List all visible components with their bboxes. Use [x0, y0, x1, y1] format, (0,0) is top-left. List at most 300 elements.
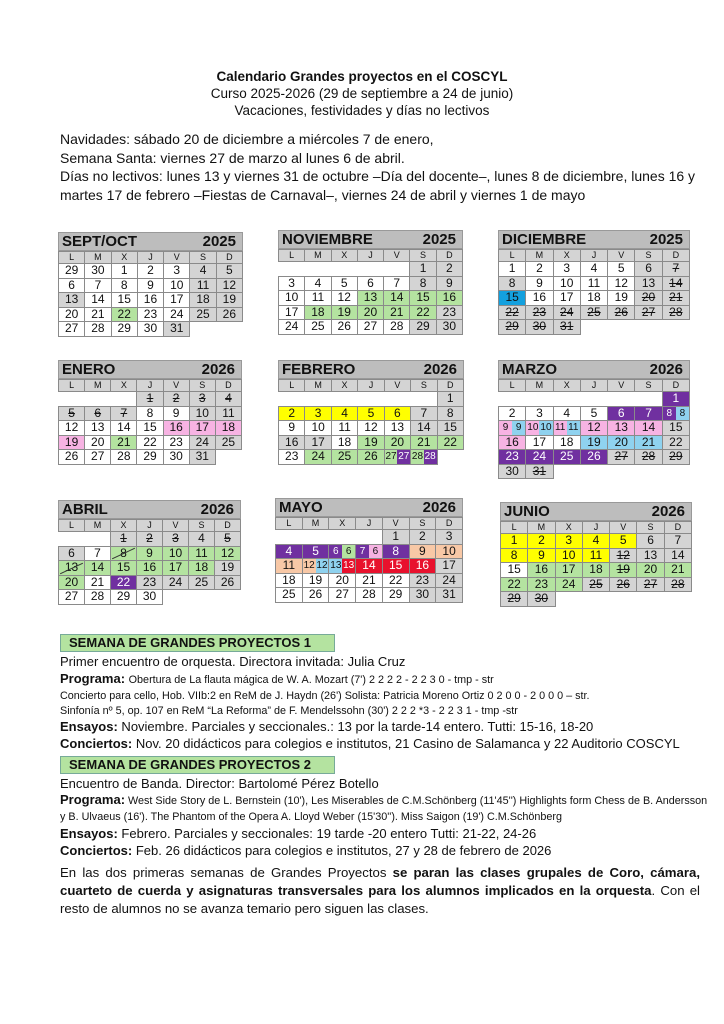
day-number: 5 [224, 531, 231, 546]
day-cell: 16 [528, 563, 555, 578]
weekday-label: L [59, 520, 85, 532]
day-cell [111, 406, 137, 421]
month-year: 2026 [649, 361, 683, 378]
day-cell: 8 [382, 544, 409, 559]
week-row [59, 278, 243, 293]
calendar-grid [500, 521, 692, 607]
day-cell: 13 [637, 548, 664, 563]
empty-cell [305, 392, 331, 407]
day-cell: 15 [410, 291, 436, 306]
course-dates: Curso 2025-2026 (29 de septiembre a 24 de junio) [210, 86, 514, 101]
day-cell: 25 [190, 307, 216, 322]
month-name: ABRIL [62, 501, 108, 518]
day-cell: 4 [305, 276, 331, 291]
day-cell: 23 [137, 575, 163, 590]
day-cell: 17 [164, 293, 190, 308]
day-cell: 19 [216, 293, 242, 308]
day-cell: 11 [215, 406, 241, 421]
weekday-label: L [276, 518, 303, 530]
calendar-grid [278, 379, 464, 465]
calendar-header [58, 232, 243, 251]
week-row [501, 577, 692, 592]
empty-cell [553, 392, 580, 407]
calendar-marzo [498, 360, 690, 479]
empty-cell [190, 322, 216, 337]
empty-cell [331, 392, 357, 407]
day-cell: 10 [164, 278, 190, 293]
day-cell-split [411, 450, 437, 465]
empty-cell [279, 392, 305, 407]
programa-text: West Side Story de L. Bernstein (10'), Les Miserables de C.M.Schönberg (11'45'') Highlights form Chess de B. Andersson y B. Ulvaeus (16'). The Phantom of the Opera A. Lloyd Weber (15'30''). Miss Saigon (19') C.M.Schönberg [60, 795, 708, 823]
weekday-label: D [664, 522, 691, 534]
empty-cell [608, 320, 635, 335]
day-cell: 6 [637, 534, 664, 549]
empty-cell [526, 392, 553, 407]
day-cell: 9 [526, 276, 553, 291]
week-row [59, 392, 242, 407]
weekday-row [59, 252, 243, 264]
day-number: 27 [641, 304, 656, 319]
day-cell-split [662, 406, 689, 421]
week-row [499, 450, 690, 465]
day-cell: 31 [189, 450, 215, 465]
day-cell: 9 [163, 406, 189, 421]
day-cell [499, 320, 526, 335]
weekday-label: D [215, 520, 241, 532]
weekday-label: X [331, 250, 357, 262]
day-cell: 12 [331, 291, 357, 306]
day-cell: 6 [357, 276, 383, 291]
day-cell: 3 [164, 264, 190, 279]
day-part: 13 [343, 560, 355, 571]
weekday-row [279, 380, 464, 392]
week-row [499, 406, 690, 421]
day-cell: 11 [580, 276, 607, 291]
day-cell: 2 [137, 264, 163, 279]
day-cell: 20 [384, 435, 410, 450]
day-number: 19 [616, 562, 630, 577]
week-row [279, 305, 463, 320]
day-cell: 1 [501, 534, 528, 549]
weekday-label: M [526, 380, 553, 392]
day-cell: 29 [410, 320, 436, 335]
empty-cell [580, 320, 607, 335]
day-cell [635, 305, 662, 320]
section-2-heading: SEMANA DE GRANDES PROYECTOS 2 [60, 756, 335, 774]
section-1-heading: SEMANA DE GRANDES PROYECTOS 1 [60, 634, 335, 652]
empty-cell [384, 262, 410, 277]
week-row [59, 561, 241, 576]
weekday-label: V [608, 250, 635, 262]
calendar-grid [278, 249, 463, 335]
day-number: 27 [643, 576, 658, 591]
week-row [59, 264, 243, 279]
day-split [329, 559, 355, 573]
weekday-label: M [305, 380, 331, 392]
day-cell: 8 [410, 276, 436, 291]
day-cell: 16 [499, 435, 526, 450]
day-cell: 6 [384, 406, 410, 421]
day-cell: 19 [358, 435, 384, 450]
day-cell: 5 [302, 544, 329, 559]
day-number: 29 [507, 591, 521, 606]
empty-cell [411, 392, 437, 407]
day-cell: 9 [137, 278, 163, 293]
weekday-label: D [662, 250, 689, 262]
week-row [59, 406, 242, 421]
day-number: 30 [534, 591, 549, 606]
section-project-2 [60, 756, 710, 859]
day-number: 26 [616, 576, 630, 591]
week-row [499, 276, 690, 291]
weekday-label: M [528, 522, 555, 534]
empty-cell [276, 530, 303, 545]
day-cell [662, 305, 689, 320]
day-cell [111, 532, 137, 547]
day-cell: 22 [501, 577, 528, 592]
day-cell: 30 [163, 450, 189, 465]
day-cell: 15 [382, 559, 409, 574]
day-cell: 25 [331, 450, 357, 465]
month-name: MAYO [279, 499, 323, 516]
day-cell: 20 [637, 563, 664, 578]
day-cell: 4 [580, 262, 607, 277]
day-cell: 24 [279, 320, 305, 335]
day-cell: 4 [582, 534, 609, 549]
week-row [501, 592, 692, 607]
day-cell: 28 [384, 320, 410, 335]
day-cell [662, 276, 689, 291]
weekday-label: V [163, 520, 189, 532]
day-cell: 4 [276, 544, 303, 559]
day-cell: 14 [635, 421, 662, 436]
day-cell: 28 [85, 322, 111, 337]
weekday-label: M [85, 520, 111, 532]
month-name: FEBRERO [282, 361, 356, 378]
empty-cell [635, 392, 662, 407]
empty-cell [215, 450, 241, 465]
week-row [499, 262, 690, 277]
day-cell: 15 [662, 421, 689, 436]
calendar-febrero [278, 360, 464, 465]
conciertos-label: Conciertos: [60, 736, 133, 751]
weekday-row [59, 520, 241, 532]
day-cell: 26 [358, 450, 384, 465]
week-row [276, 530, 463, 545]
day-cell: 28 [356, 588, 383, 603]
empty-cell [608, 464, 635, 479]
weekday-label: L [499, 380, 526, 392]
month-name: MARZO [502, 361, 557, 378]
day-cell: 19 [580, 435, 607, 450]
day-cell: 16 [279, 435, 305, 450]
weekday-label: J [582, 522, 609, 534]
day-cell: 20 [329, 573, 356, 588]
day-cell: 27 [357, 320, 383, 335]
day-part: 28 [411, 451, 424, 462]
weekday-row [501, 522, 692, 534]
day-part: 12 [316, 560, 328, 571]
weekday-label: M [305, 250, 331, 262]
week-row [279, 291, 463, 306]
day-cell [610, 548, 637, 563]
weekday-label: X [111, 252, 137, 264]
month-year: 2025 [649, 231, 683, 248]
day-cell: 18 [582, 563, 609, 578]
day-cell: 27 [59, 590, 85, 605]
day-number: 31 [560, 319, 574, 334]
week-row [59, 293, 243, 308]
day-cell: 2 [279, 406, 305, 421]
day-cell [163, 392, 189, 407]
week-row [279, 421, 464, 436]
day-number: 25 [589, 576, 603, 591]
day-cell: 31 [164, 322, 190, 337]
day-cell: 11 [305, 291, 331, 306]
programa-item: Concierto para cello, Hob. VIIb:2 en ReM de J. Haydn (26') Solista: Patricia Moreno Ortiz 0 2 0 0 - 2 0 0 0 – str. [60, 690, 590, 702]
day-number: 30 [532, 319, 547, 334]
day-cell: 10 [436, 544, 463, 559]
day-cell: 24 [555, 577, 582, 592]
day-cell: 18 [331, 435, 357, 450]
day-cell: 12 [608, 276, 635, 291]
week-row [499, 305, 690, 320]
day-number: 29 [505, 319, 519, 334]
empty-cell [329, 530, 356, 545]
day-cell: 8 [111, 278, 137, 293]
day-cell: 18 [215, 421, 241, 436]
day-cell: 20 [608, 435, 635, 450]
day-part: 11 [554, 422, 566, 433]
day-cell: 15 [111, 561, 137, 576]
weekday-label: S [635, 380, 662, 392]
day-cell: 10 [279, 291, 305, 306]
day-cell: 24 [163, 575, 189, 590]
day-cell [635, 450, 662, 465]
weekday-label: V [163, 380, 189, 392]
day-cell: 26 [59, 450, 85, 465]
section-1-intro: Primer encuentro de orquesta. Directora invitada: Julia Cruz [60, 654, 406, 669]
day-cell: 29 [59, 264, 85, 279]
day-number: 4 [225, 391, 232, 406]
day-cell: 16 [137, 293, 163, 308]
section-project-1 [60, 634, 710, 752]
day-cell: 21 [384, 305, 410, 320]
day-number: 28 [641, 449, 656, 464]
day-cell: 31 [436, 588, 463, 603]
day-cell: 5 [358, 406, 384, 421]
calendar-header [498, 230, 690, 249]
day-number: 1 [146, 391, 154, 406]
day-cell: 17 [279, 305, 305, 320]
day-cell: 18 [276, 573, 303, 588]
day-cell: 13 [85, 421, 111, 436]
week-row [276, 559, 463, 574]
day-cell: 7 [85, 546, 111, 561]
day-cell: 15 [499, 291, 526, 306]
day-cell: 8 [437, 406, 463, 421]
closing-note-text: En las dos primeras semanas de Grandes Proyectos [60, 865, 393, 880]
day-cell: 23 [279, 450, 305, 465]
day-cell: 15 [437, 421, 463, 436]
week-row [59, 450, 242, 465]
weekday-label: S [635, 250, 662, 262]
day-cell: 19 [608, 291, 635, 306]
weekday-label: X [111, 520, 137, 532]
day-cell: 12 [358, 421, 384, 436]
empty-cell [59, 532, 85, 547]
day-cell: 11 [276, 559, 303, 574]
empty-cell [608, 392, 635, 407]
day-cell [662, 291, 689, 306]
day-part: 27 [398, 451, 410, 462]
day-cell [608, 450, 635, 465]
weekday-label: S [409, 518, 436, 530]
day-cell [163, 532, 189, 547]
week-row [59, 532, 241, 547]
empty-cell [635, 320, 662, 335]
day-cell: 9 [436, 276, 462, 291]
document-subtitle: Vacaciones, festividades y días no lectivos [234, 103, 490, 118]
day-cell: 9 [409, 544, 436, 559]
calendar-header [58, 500, 241, 519]
day-cell: 16 [163, 421, 189, 436]
day-cell: 25 [305, 320, 331, 335]
weekday-label: M [526, 250, 553, 262]
weekday-label: L [59, 380, 85, 392]
day-cell: 7 [411, 406, 437, 421]
day-number: 25 [587, 304, 601, 319]
weekday-label: M [302, 518, 329, 530]
day-cell [610, 563, 637, 578]
day-cell: 22 [437, 435, 463, 450]
empty-cell [331, 262, 357, 277]
day-cell: 8 [501, 548, 528, 563]
day-cell: 11 [331, 421, 357, 436]
day-cell: 24 [305, 450, 331, 465]
day-number: 2 [146, 531, 153, 546]
day-number: 28 [671, 576, 685, 591]
day-number: 6 [94, 405, 102, 420]
weekday-label: J [358, 380, 384, 392]
day-cell: 6 [59, 278, 85, 293]
week-row [59, 307, 243, 322]
day-cell: 3 [526, 406, 553, 421]
day-cell: 27 [85, 450, 111, 465]
day-split [329, 545, 355, 559]
day-cell: 30 [137, 590, 163, 605]
day-cell: 1 [662, 392, 689, 407]
day-cell: 22 [111, 575, 137, 590]
empty-cell [357, 262, 383, 277]
day-number: 24 [560, 304, 574, 319]
day-cell: 26 [331, 320, 357, 335]
day-cell: 26 [215, 575, 241, 590]
weekday-label: X [553, 380, 580, 392]
day-cell: 21 [664, 563, 691, 578]
calendar-enero [58, 360, 242, 465]
week-row [276, 573, 463, 588]
day-cell: 30 [436, 320, 462, 335]
day-cell: 21 [111, 435, 137, 450]
day-cell: 17 [163, 561, 189, 576]
weekday-row [499, 250, 690, 262]
empty-cell [582, 592, 609, 607]
closing-note-bold: se paran las clases grupales de Coro, cámara, cuarteto de cuerda y asignaturas transversales para los alumnos implicados en la orquesta [60, 865, 700, 898]
day-cell: 14 [664, 548, 691, 563]
day-number: 27 [614, 449, 628, 464]
empty-cell [85, 532, 111, 547]
week-row [499, 291, 690, 306]
week-row [59, 546, 241, 561]
day-cell: 30 [409, 588, 436, 603]
conciertos-label: Conciertos: [60, 843, 133, 858]
day-cell: 10 [189, 406, 215, 421]
day-part: 10 [540, 422, 552, 433]
weekday-label: S [637, 522, 664, 534]
day-number: 23 [532, 304, 547, 319]
day-cell: 11 [190, 278, 216, 293]
day-cell: 25 [189, 575, 215, 590]
day-cell: 13 [59, 561, 85, 576]
empty-cell [580, 392, 607, 407]
day-cell: 10 [305, 421, 331, 436]
day-cell: 11 [189, 546, 215, 561]
day-cell: 21 [411, 435, 437, 450]
weekday-label: V [384, 380, 410, 392]
non-school-days: Días no lectivos: lunes 13 y viernes 31 de octubre –Día del docente–, lunes 8 de diciembre, lunes 16 y martes 17 de febrero –Fiestas de Carnaval–, viernes 24 de abril y viernes 1 de mayo [60, 168, 696, 203]
day-cell: 13 [608, 421, 635, 436]
day-number: 21 [669, 290, 683, 305]
day-cell: 20 [85, 435, 111, 450]
calendar-grid [58, 251, 243, 337]
weekday-label: V [382, 518, 409, 530]
day-cell [59, 406, 85, 421]
month-year: 2025 [422, 231, 456, 248]
day-cell: 26 [216, 307, 242, 322]
calendar-grid [275, 517, 463, 603]
day-split [356, 545, 382, 559]
day-cell: 14 [85, 561, 111, 576]
weekday-label: V [384, 250, 410, 262]
day-number: 7 [672, 261, 680, 276]
ensayos-label: Ensayos: [60, 826, 118, 841]
day-number: 3 [198, 391, 206, 406]
day-cell: 1 [410, 262, 436, 277]
empty-cell [279, 262, 305, 277]
day-cell [608, 305, 635, 320]
day-cell: 23 [409, 573, 436, 588]
day-cell: 2 [409, 530, 436, 545]
day-cell [137, 532, 163, 547]
day-cell: 28 [85, 590, 111, 605]
weekday-label: S [189, 520, 215, 532]
day-number: 26 [614, 304, 628, 319]
day-cell: 29 [137, 450, 163, 465]
week-row [276, 544, 463, 559]
empty-cell [664, 592, 691, 607]
week-row [279, 320, 463, 335]
day-cell: 19 [59, 435, 85, 450]
weekday-label: D [215, 380, 241, 392]
weekday-label: D [216, 252, 242, 264]
empty-cell [635, 464, 662, 479]
empty-cell [637, 592, 664, 607]
day-cell-split [329, 559, 356, 574]
day-cell: 15 [111, 293, 137, 308]
empty-cell [358, 392, 384, 407]
week-row [59, 575, 241, 590]
